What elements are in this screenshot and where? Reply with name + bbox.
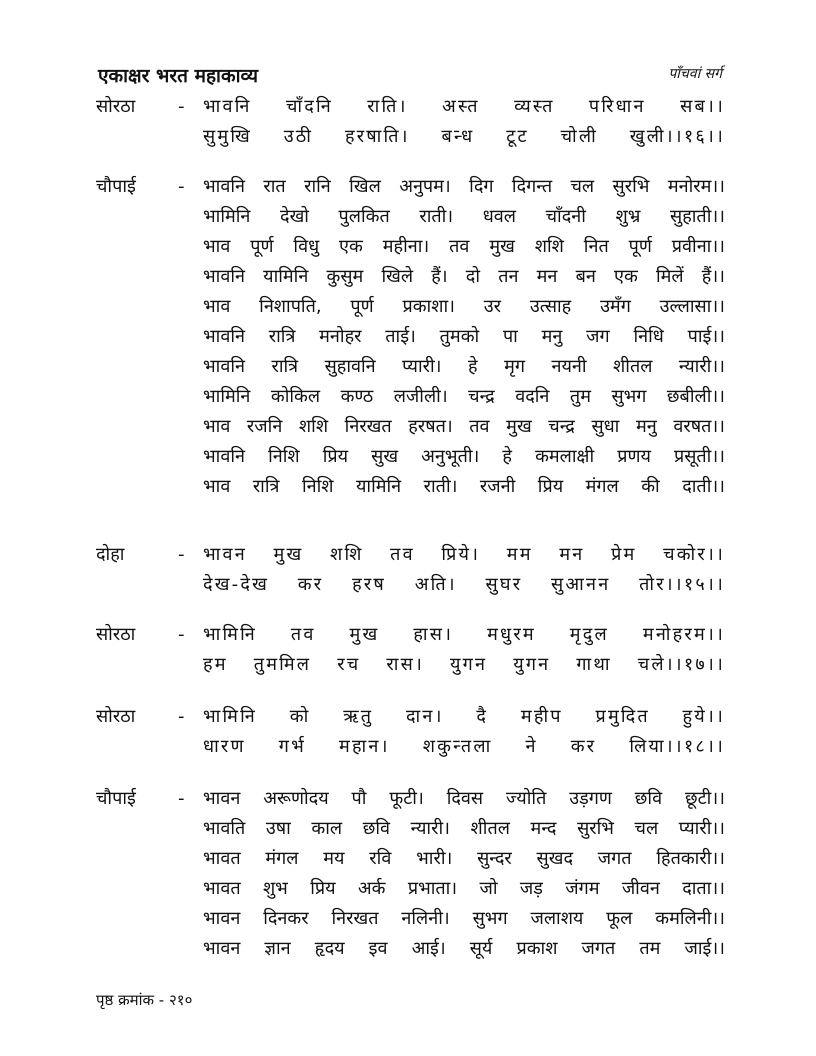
verse-dash: - <box>178 788 185 809</box>
verse-line: भामिनि को ऋतु दान। दै महीप प्रमुदित हुये।। <box>203 706 725 727</box>
verse-line: भामिनि तव मुख हास। मधुरम मृदुल मनोहरम।। <box>203 624 725 645</box>
verse-lines <box>203 620 725 680</box>
verse-dash: - <box>178 624 185 645</box>
verse-dash: - <box>178 96 185 117</box>
verse-line: भावन ज्ञान हृदय इव आई। सूर्य प्रकाश जगत तम जाई।। <box>203 938 725 959</box>
verse-line: भाव रात्रि निशि यामिनि राती। रजनी प्रिय मंगल की दाती।। <box>203 476 725 497</box>
verse-line: देख-देख कर हरष अति। सुघर सुआनन तोर।।१५।। <box>203 574 725 595</box>
verse-line: भावन मुख शशि तव प्रिये। मम मन प्रेम चकोर।। <box>203 544 725 565</box>
verse-line: भावनि रात्रि सुहावनि प्यारी। हे मृग नयनी शीतल न्यारी।। <box>203 356 725 377</box>
meter-label: सोरठा <box>96 624 136 645</box>
verse-line: भाव रजनि शशि निरखत हरषत। तव मुख चन्द्र सुधा मनु वरषत।। <box>203 416 725 437</box>
verse-lines <box>203 92 725 152</box>
chapter-title: पाँचवां सर्ग <box>668 66 722 82</box>
meter-label: दोहा <box>96 544 125 565</box>
verse-line: भावन अरूणोदय पौ फूटी। दिवस ज्योति उड़गण छवि छूटी।। <box>203 788 725 809</box>
verse-dash: - <box>178 176 185 197</box>
verse-line: भामिनि कोकिल कण्ठ लजीली। चन्द्र वदनि तुम सुभग छबीली।। <box>203 386 725 407</box>
verse-line: भावनि निशि प्रिय सुख अनुभूती। हे कमलाक्षी प्रणय प्रसूती।। <box>203 446 725 467</box>
verse-line: भावत मंगल मय रवि भारी। सुन्दर सुखद जगत हितकारी।। <box>203 848 725 869</box>
meter-label: चौपाई <box>96 788 136 809</box>
verse-lines <box>203 540 725 600</box>
verse-line: भावन दिनकर निरखत नलिनी। सुभग जलाशय फूल कमलिनी।। <box>203 908 725 929</box>
book-title: एकाक्षर भरत महाकाव्य <box>98 65 259 87</box>
page-header <box>96 62 726 90</box>
meter-label: सोरठा <box>96 706 136 727</box>
verse-line: भावनि रात्रि मनोहर ताई। तुमको पा मनु जग निधि पाई।। <box>203 326 725 347</box>
verse-lines <box>203 784 725 964</box>
meter-label: चौपाई <box>96 176 136 197</box>
verse-line: भावनि चाँदनि राति। अस्त व्यस्त परिधान सब।। <box>203 96 725 117</box>
verse-dash: - <box>178 544 185 565</box>
verse-line: भावति उषा काल छवि न्यारी। शीतल मन्द सुरभि चल प्यारी।। <box>203 818 725 839</box>
verse-line: भावनि रात रानि खिल अनुपम। दिग दिगन्त चल सुरभि मनोरम।। <box>203 176 725 197</box>
verse-line: भावनि यामिनि कुसुम खिले हैं। दो तन मन बन एक मिलें हैं।। <box>203 266 725 287</box>
meter-label: सोरठा <box>96 96 136 117</box>
verse-line: भामिनि देखो पुलकित राती। धवल चाँदनी शुभ्र सुहाती।। <box>203 206 725 227</box>
verse-line: हम तुममिल रच रास। युगन युगन गाथा चले।।१७।। <box>203 654 725 675</box>
verse-line: सुमुखि उठी हरषाति। बन्ध टूट चोली खुली।।१६।। <box>203 126 725 147</box>
verse-line: धारण गर्भ महान। शकुन्तला ने कर लिया।।१८।। <box>203 736 725 757</box>
verse-line: भाव निशापति, पूर्ण प्रकाशा। उर उत्साह उमँग उल्लासा।। <box>203 296 725 317</box>
page-number: पृष्ठ क्रमांक - २१० <box>96 991 193 1009</box>
verse-lines <box>203 702 725 762</box>
verse-lines <box>203 172 725 502</box>
verse-line: भाव पूर्ण विधु एक महीना। तव मुख शशि नित पूर्ण प्रवीना।। <box>203 236 725 257</box>
verse-line: भावत शुभ प्रिय अर्क प्रभाता। जो जड़ जंगम जीवन दाता।। <box>203 878 725 899</box>
verse-dash: - <box>178 706 185 727</box>
